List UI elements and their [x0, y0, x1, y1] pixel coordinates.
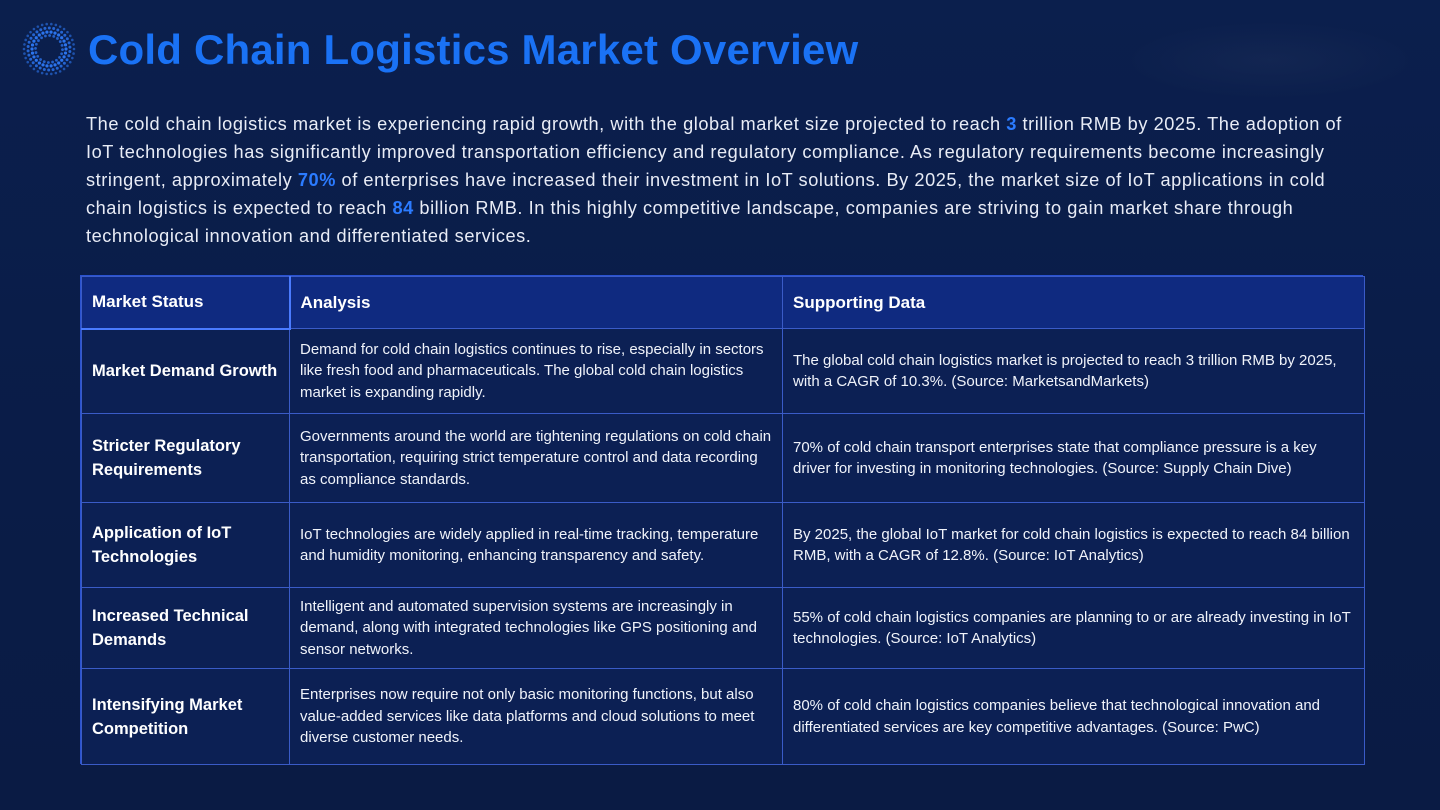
logo-dot — [39, 28, 42, 31]
logo-dot — [29, 37, 32, 40]
logo-dot — [61, 44, 64, 47]
logo-dot — [68, 50, 71, 53]
logo-dot — [62, 55, 65, 58]
logo-dot — [59, 25, 62, 28]
cell-status: Market Demand Growth — [82, 329, 290, 414]
logo-dot — [61, 48, 64, 51]
logo-dot — [52, 35, 55, 38]
logo-dot — [38, 61, 41, 64]
logo-dot — [72, 52, 75, 55]
logo-dot — [38, 33, 41, 36]
logo-dot — [29, 31, 32, 34]
logo-dot — [63, 68, 66, 71]
cell-analysis: Demand for cold chain logistics continues to rise, especially in sectors like fresh food and pharmaceuticals. The global cold chain logistics market is expanding rapidly. — [290, 329, 783, 414]
logo-dot — [60, 36, 63, 39]
logo-dot — [73, 48, 76, 51]
logo-dot — [67, 54, 70, 57]
logo-dot — [45, 31, 48, 34]
logo-dot — [51, 61, 54, 64]
logo-dot — [45, 64, 48, 67]
logo-dot — [30, 47, 33, 50]
logo-dot — [63, 28, 66, 31]
logo-dot — [32, 33, 35, 36]
logo-dot — [55, 72, 58, 75]
logo-dot — [60, 52, 63, 55]
logo-dot — [32, 40, 35, 43]
logo-dot — [27, 54, 30, 57]
logo-dot — [35, 36, 38, 39]
logo-dot — [37, 70, 40, 73]
logo-dot — [63, 62, 66, 65]
logo-dot — [50, 73, 53, 76]
logo-dot — [66, 37, 69, 40]
logo-dot — [39, 58, 42, 61]
logo-dot — [41, 72, 44, 75]
background-glow — [1120, 20, 1420, 100]
logo-dot — [71, 39, 74, 42]
logo-dot — [24, 39, 27, 42]
cell-status: Increased Technical Demands — [82, 588, 290, 669]
header-supporting-data: Supporting Data — [783, 277, 1365, 329]
logo-dot — [33, 68, 36, 71]
logo-dot — [57, 33, 60, 36]
logo-dot — [49, 64, 52, 67]
intro-highlight-iot-size: 84 — [392, 198, 414, 218]
cell-analysis: Governments around the world are tightening regulations on cold chain transportation, requiring strict temperature control and data recording as compliance standards. — [290, 414, 783, 503]
logo-dot — [50, 23, 53, 26]
logo-dot — [55, 59, 58, 62]
cell-supporting-data: The global cold chain logistics market is projected to reach 3 trillion RMB by 2025, with a CAGR of 10.3%. (Source: MarketsandMarkets) — [783, 329, 1365, 414]
table-row — [82, 503, 1365, 588]
cell-analysis: IoT technologies are widely applied in real-time tracking, temperature and humidity monitoring, enhancing transparency and safety. — [290, 503, 783, 588]
logo-dot — [23, 52, 26, 55]
logo-dot — [35, 43, 38, 46]
logo-dot — [66, 58, 69, 61]
logo-dot — [55, 24, 58, 27]
logo-dot — [35, 51, 38, 54]
logo-dot — [45, 23, 48, 26]
intro-text-2: trillion RMB by 2025. The adoption of IoT technologies has significantly improved transportation efficiency and regulatory compliance. As regulatory requirements become increasingly stringent, approximately — [86, 114, 1342, 190]
logo-dot — [59, 70, 62, 73]
logo-dot — [27, 49, 30, 52]
logo-dot — [56, 37, 59, 40]
logo-dot — [69, 61, 72, 64]
logo-dot — [66, 31, 69, 34]
logo-dot — [58, 56, 61, 59]
logo-dot — [31, 52, 34, 55]
cell-supporting-data: 55% of cold chain logistics companies are planning to or are already investing in IoT technologies. (Source: IoT Analytics) — [783, 588, 1365, 669]
logo-dot — [57, 61, 60, 64]
logo-dot — [59, 40, 62, 43]
logo-dot — [35, 30, 38, 33]
logo-dot — [45, 73, 48, 76]
logo-dot — [35, 64, 38, 67]
table-row — [82, 669, 1365, 765]
logo-dot — [28, 41, 31, 44]
intro-text-4: billion RMB. In this highly competitive landscape, companies are striving to gain market share through technological innovation and differentiated services. — [86, 198, 1294, 246]
intro-highlight-percent: 70% — [297, 170, 336, 190]
market-status-table — [81, 276, 1365, 765]
intro-text-1: The cold chain logistics market is experiencing rapid growth, with the global market size projected to reach — [86, 114, 1007, 134]
dotted-circle-logo-icon — [22, 22, 76, 76]
cell-status: Application of IoT Technologies — [82, 503, 290, 588]
logo-dot — [23, 43, 26, 46]
logo-dot — [64, 43, 67, 46]
table-header-row — [82, 277, 1365, 329]
logo-dot — [60, 65, 63, 68]
cell-supporting-data: 70% of cold chain transport enterprises state that compliance pressure is a key driver for investing in monitoring technologies. (Source: Supply Chain Dive) — [783, 414, 1365, 503]
logo-dot — [52, 68, 55, 71]
logo-dot — [41, 32, 44, 35]
logo-dot — [68, 46, 71, 49]
logo-dot — [27, 45, 30, 48]
logo-dot — [47, 61, 50, 64]
logo-dot — [33, 28, 36, 31]
logo-dot — [40, 36, 43, 39]
logo-dot — [29, 65, 32, 68]
logo-dot — [60, 59, 63, 62]
logo-dot — [41, 63, 44, 66]
logo-dot — [43, 60, 46, 63]
logo-dot — [56, 67, 59, 70]
logo-dot — [72, 43, 75, 46]
logo-dot — [43, 27, 46, 30]
cell-analysis: Enterprises now require not only basic monitoring functions, but also value-added services like data platforms and cloud solutions to meet diverse customer needs. — [290, 669, 783, 765]
logo-dot — [53, 63, 56, 66]
logo-dot — [43, 68, 46, 71]
logo-dot — [62, 39, 65, 42]
logo-dot — [39, 67, 42, 70]
table-row — [82, 588, 1365, 669]
cell-status: Stricter Regulatory Requirements — [82, 414, 290, 503]
logo-dot — [32, 61, 35, 64]
header-market-status: Market Status — [82, 277, 290, 329]
market-table-container — [80, 275, 1363, 764]
logo-dot — [53, 31, 56, 34]
logo-dot — [26, 35, 29, 38]
logo-dot — [41, 24, 44, 27]
cell-status: Intensifying Market Competition — [82, 669, 290, 765]
logo-dot — [35, 59, 38, 62]
logo-dot — [64, 47, 67, 50]
logo-dot — [68, 41, 71, 44]
intro-paragraph — [86, 110, 1366, 250]
logo-dot — [32, 55, 35, 58]
header-analysis: Analysis — [290, 277, 783, 329]
logo-dot — [48, 27, 51, 30]
logo-dot — [52, 27, 55, 30]
logo-dot — [31, 43, 34, 46]
logo-dot — [26, 61, 29, 64]
table-row — [82, 329, 1365, 414]
cell-analysis: Intelligent and automated supervision systems are increasingly in demand, along with integrated technologies like GPS positioning and sensor networks. — [290, 588, 783, 669]
intro-text-3: of enterprises have increased their investment in IoT solutions. By 2025, the market size of IoT applications in cold chain logistics is expected to reach — [86, 170, 1326, 218]
logo-dot — [29, 58, 32, 61]
logo-dot — [44, 35, 47, 38]
logo-dot — [37, 25, 40, 28]
logo-dot — [37, 39, 40, 42]
logo-dot — [49, 31, 52, 34]
logo-dot — [63, 34, 66, 37]
logo-dot — [66, 65, 69, 68]
logo-dot — [71, 57, 74, 60]
logo-dot — [36, 55, 39, 58]
logo-dot — [34, 47, 37, 50]
cell-supporting-data: By 2025, the global IoT market for cold chain logistics is expected to reach 84 billion RMB, with a CAGR of 12.8%. (Source: IoT Analytics) — [783, 503, 1365, 588]
intro-highlight-market-size: 3 — [1006, 114, 1017, 134]
table-row — [82, 414, 1365, 503]
logo-dot — [56, 28, 59, 31]
logo-dot — [23, 48, 26, 51]
page-title: Cold Chain Logistics Market Overview — [88, 26, 859, 73]
cell-supporting-data: 80% of cold chain logistics companies believe that technological innovation and differentiated services are key competitive advantages. (Source: PwC) — [783, 669, 1365, 765]
logo-dot — [69, 35, 72, 38]
logo-dot — [48, 34, 51, 37]
logo-dot — [47, 69, 50, 72]
logo-dot — [64, 51, 67, 54]
logo-dot — [24, 57, 27, 60]
logo-dot — [60, 31, 63, 34]
